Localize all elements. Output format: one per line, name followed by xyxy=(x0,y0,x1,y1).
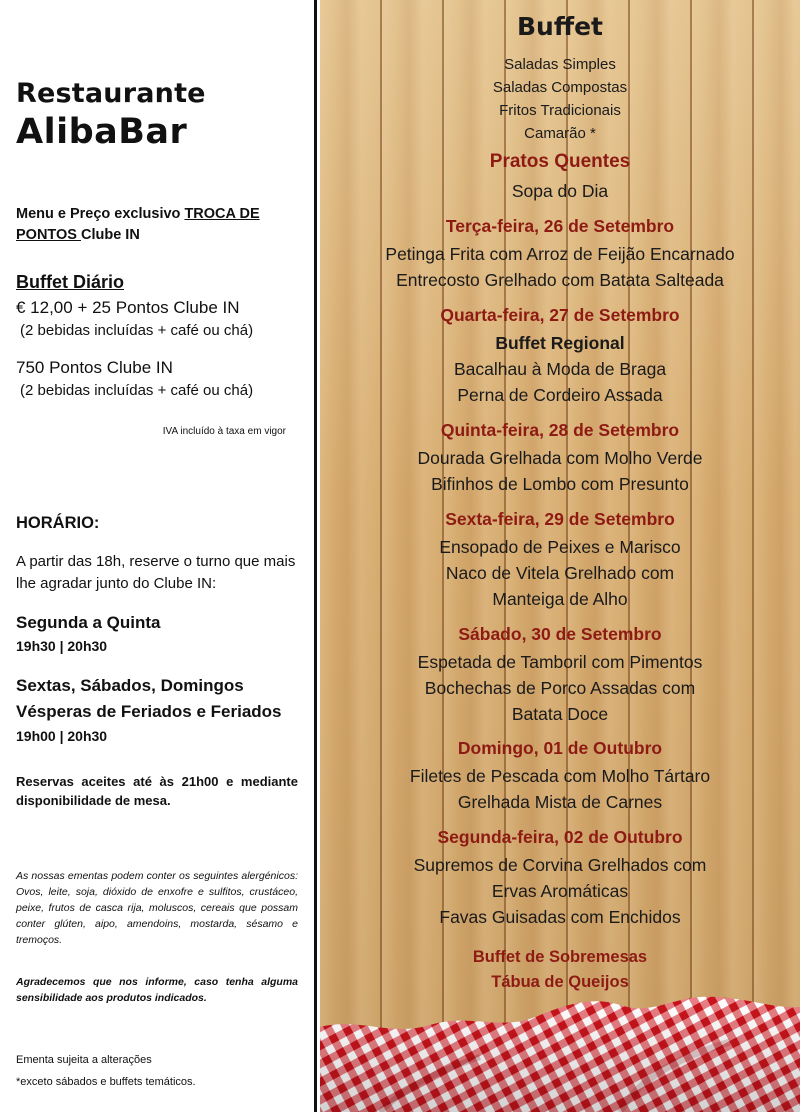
intro-underlined: TROCA DE PONTOS xyxy=(16,206,260,243)
price-option-1-detail: (2 bebidas incluídas + café ou chá) xyxy=(20,322,254,339)
dish: Favas Guisadas com Enchidos xyxy=(439,907,681,927)
restaurant-name-line1: Restaurante xyxy=(16,78,206,109)
dish: Grelhada Mista de Carnes xyxy=(457,792,663,812)
dish: Ensopado de Peixes e Marisco xyxy=(439,537,681,557)
dish: Perna de Cordeiro Assada xyxy=(457,385,663,405)
sensitivity-note: Agradecemos que nos informe, caso tenha alguma sensibilidade aos produtos indicados. xyxy=(16,976,298,1004)
dish: Entrecosto Grelhado com Batata Salteada xyxy=(396,270,724,290)
menu-board xyxy=(320,0,800,1112)
menu-intro xyxy=(16,204,298,246)
desserts-buffet: Buffet de Sobremesas xyxy=(472,948,648,966)
left-info-panel xyxy=(0,0,317,1112)
horario-text: A partir das 18h, reserve o turno que mais lhe agradar junto do Clube IN: xyxy=(16,553,296,592)
price-option-2: 750 Pontos Clube IN xyxy=(16,358,173,377)
footnote-exceptions: *exceto sábados e buffets temáticos. xyxy=(16,1076,196,1088)
dish: Supremos de Corvina Grelhados com xyxy=(413,855,707,875)
buffet-title: Buffet xyxy=(516,12,603,41)
dish: Dourada Grelhada com Molho Verde xyxy=(417,448,703,468)
schedule-1-time: 19h30 | 20h30 xyxy=(16,638,108,654)
horario-heading: HORÁRIO: xyxy=(16,514,100,532)
allergens-note: As nossas ementas podem conter os seguintes alergénicos: Ovos, leite, soja, dióxido de enxofre e sulfitos, crustáceo, peixe, frutos de casca rija, moluscos, cereais que possam conter glúten, aipo, amendoins, mostarda, sésamo e tremoços. xyxy=(16,870,298,946)
footnote-changes: Ementa sujeita a alterações xyxy=(16,1054,152,1066)
soup-of-day: Sopa do Dia xyxy=(511,181,609,201)
schedule-2-time: 19h00 | 20h30 xyxy=(16,728,108,744)
dish: Bacalhau à Moda de Braga xyxy=(453,359,667,379)
intro-text: Menu e Preço exclusivo xyxy=(16,206,185,222)
day-title: Terça-feira, 26 de Setembro xyxy=(445,216,675,236)
dish: Filetes de Pescada com Molho Tártaro xyxy=(409,766,711,786)
buffet-diario-heading: Buffet Diário xyxy=(16,272,124,292)
price-option-1: € 12,00 + 25 Pontos Clube IN xyxy=(16,298,240,317)
reservations-note: Reservas aceites até às 21h00 e mediante disponibilidade de mesa. xyxy=(16,774,298,808)
dish: Batata Doce xyxy=(511,704,609,724)
gingham-tablecloth xyxy=(320,987,800,1112)
day-title: Domingo, 01 de Outubro xyxy=(457,738,663,758)
buffet-item: Saladas Simples xyxy=(504,56,616,73)
buffet-regional: Buffet Regional xyxy=(495,333,625,353)
day-title: Quinta-feira, 28 de Setembro xyxy=(440,420,680,440)
dish: Ervas Aromáticas xyxy=(491,881,629,901)
schedule-2-title-line2: Vésperas de Feriados e Feriados xyxy=(16,702,282,721)
dish: Naco de Vitela Grelhado com xyxy=(445,563,675,583)
buffet-item: Saladas Compostas xyxy=(492,79,628,96)
dish: Bochechas de Porco Assadas com xyxy=(424,678,696,698)
schedule-1-title: Segunda a Quinta xyxy=(16,613,161,632)
day-title: Segunda-feira, 02 de Outubro xyxy=(437,827,683,847)
dish: Bifinhos de Lombo com Presunto xyxy=(431,474,689,494)
day-title: Sexta-feira, 29 de Setembro xyxy=(445,509,675,529)
dish: Petinga Frita com Arroz de Feijão Encarnado xyxy=(385,244,735,264)
buffet-item: Fritos Tradicionais xyxy=(499,102,621,119)
intro-text-end: Clube IN xyxy=(81,227,140,243)
buffet-item: Camarão * xyxy=(524,125,596,142)
restaurant-name-line2: AlibaBar xyxy=(16,112,188,152)
day-title: Quarta-feira, 27 de Setembro xyxy=(440,305,680,325)
iva-note: IVA incluído à taxa em vigor xyxy=(162,426,286,437)
cheese-board: Tábua de Queijos xyxy=(491,973,629,991)
dish: Manteiga de Alho xyxy=(492,589,628,609)
price-option-2-detail: (2 bebidas incluídas + café ou chá) xyxy=(20,382,254,399)
schedule-2-title-line1: Sextas, Sábados, Domingos xyxy=(16,676,244,695)
dish: Espetada de Tamboril com Pimentos xyxy=(417,652,703,672)
day-title: Sábado, 30 de Setembro xyxy=(458,624,662,644)
pratos-quentes-heading: Pratos Quentes xyxy=(489,151,631,172)
